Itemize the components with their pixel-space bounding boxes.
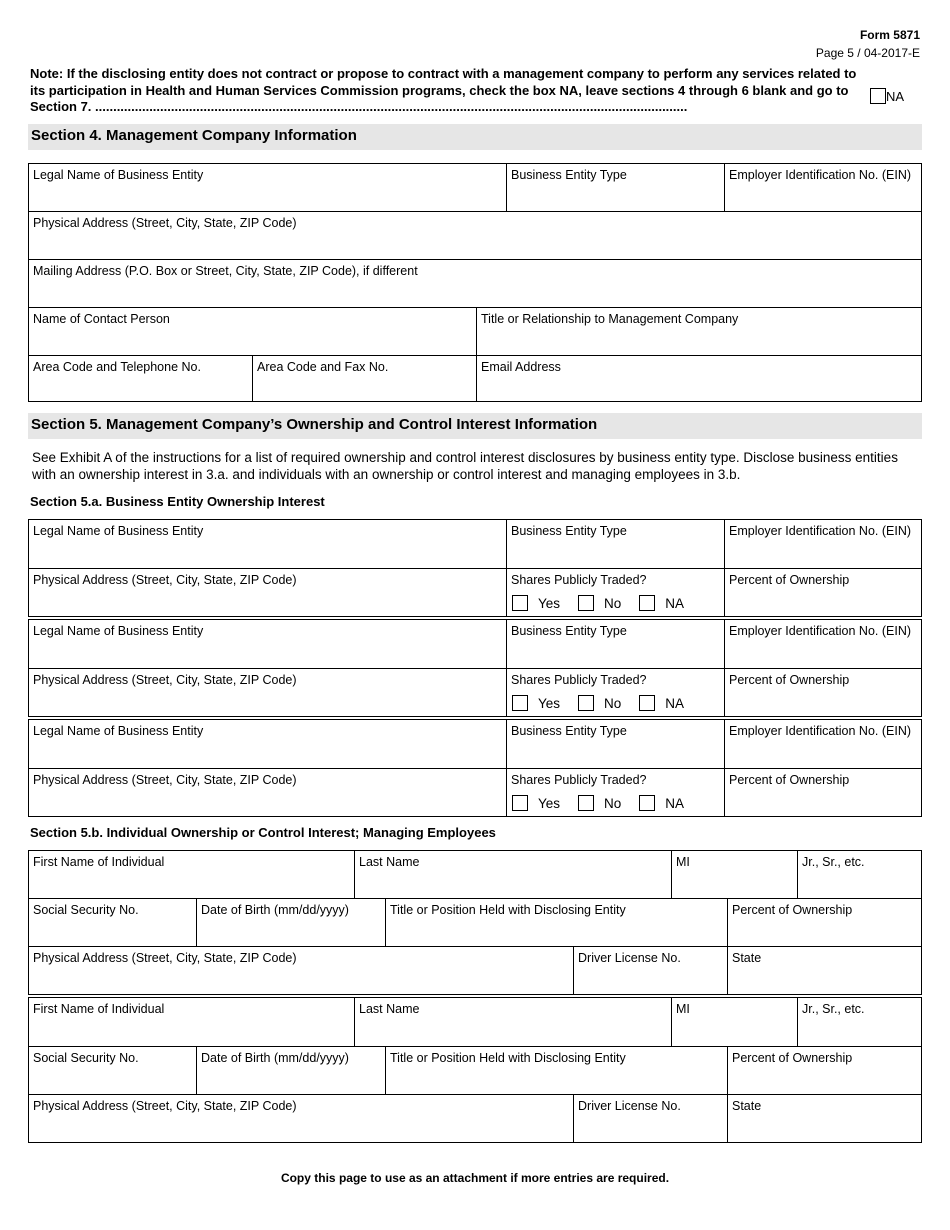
ein-field[interactable]: Employer Identification No. (EIN) bbox=[724, 164, 922, 212]
contact-person-field[interactable]: Name of Contact Person bbox=[29, 307, 476, 355]
ssn-field[interactable]: Social Security No. bbox=[29, 898, 196, 947]
na-checkbox[interactable] bbox=[639, 595, 655, 611]
section4-form bbox=[28, 163, 922, 402]
no-checkbox[interactable] bbox=[578, 795, 594, 811]
shares-na-option[interactable]: NA bbox=[639, 795, 684, 811]
individual-address-field[interactable]: Physical Address (Street, City, State, ZIP Code) bbox=[29, 1094, 573, 1143]
dob-field[interactable]: Date of Birth (mm/dd/yyyy) bbox=[196, 898, 385, 947]
yes-checkbox[interactable] bbox=[512, 695, 528, 711]
na-option[interactable] bbox=[870, 88, 904, 104]
shares-traded-field: Shares Publicly Traded? Yes No NA bbox=[506, 568, 724, 617]
footer-note: Copy this page to use as an attachment if more entries are required. bbox=[280, 1171, 670, 1185]
entity-ein-field[interactable]: Employer Identification No. (EIN) bbox=[724, 720, 922, 769]
form-number: Form 5871 bbox=[859, 28, 920, 42]
last-name-field[interactable]: Last Name bbox=[354, 851, 671, 899]
section5a-title: Section 5.a. Business Entity Ownership Interest bbox=[30, 494, 325, 509]
ssn-field[interactable]: Social Security No. bbox=[29, 1046, 196, 1095]
entity-group bbox=[28, 719, 922, 817]
shares-yes-option[interactable]: Yes bbox=[512, 595, 560, 611]
page-info: Page 5 / 04-2017-E bbox=[815, 46, 920, 60]
shares-yes-option[interactable]: Yes bbox=[512, 795, 560, 811]
entity-percent-field[interactable]: Percent of Ownership bbox=[724, 568, 922, 617]
entity-legal-name-field[interactable]: Legal Name of Business Entity bbox=[33, 624, 204, 638]
physical-address-field[interactable]: Physical Address (Street, City, State, ZIP Code) bbox=[29, 211, 922, 260]
fax-field[interactable]: Area Code and Fax No. bbox=[252, 355, 476, 402]
na-checkbox[interactable] bbox=[870, 88, 886, 104]
driver-license-field[interactable]: Driver License No. bbox=[573, 1094, 727, 1143]
na-checkbox[interactable] bbox=[639, 795, 655, 811]
entity-address-field[interactable]: Physical Address (Street, City, State, ZIP Code) bbox=[29, 568, 506, 617]
entity-type-field[interactable]: Business Entity Type bbox=[506, 520, 724, 569]
shares-no-option[interactable]: No bbox=[578, 595, 621, 611]
state-field[interactable]: State bbox=[727, 1094, 922, 1143]
suffix-field[interactable]: Jr., Sr., etc. bbox=[797, 851, 922, 899]
entity-type-field[interactable]: Business Entity Type bbox=[506, 720, 724, 769]
individual-percent-field[interactable]: Percent of Ownership bbox=[727, 898, 922, 947]
no-checkbox[interactable] bbox=[578, 695, 594, 711]
section4-title: Section 4. Management Company Information bbox=[28, 124, 922, 150]
shares-yes-option[interactable]: Yes bbox=[512, 695, 560, 711]
state-field[interactable]: State bbox=[727, 946, 922, 995]
individual-group bbox=[28, 997, 922, 1143]
individual-group bbox=[28, 850, 922, 995]
shares-traded-field: Shares Publicly Traded? Yes No NA bbox=[506, 668, 724, 717]
dob-field[interactable]: Date of Birth (mm/dd/yyyy) bbox=[196, 1046, 385, 1095]
entity-type-field[interactable]: Business Entity Type bbox=[506, 164, 724, 212]
entity-ein-field[interactable]: Employer Identification No. (EIN) bbox=[724, 620, 922, 669]
entity-percent-field[interactable]: Percent of Ownership bbox=[724, 668, 922, 717]
entity-address-field[interactable]: Physical Address (Street, City, State, ZIP Code) bbox=[29, 668, 506, 717]
yes-checkbox[interactable] bbox=[512, 595, 528, 611]
entity-group bbox=[28, 519, 922, 617]
shares-no-option[interactable]: No bbox=[578, 795, 621, 811]
title-relationship-field[interactable]: Title or Relationship to Management Company bbox=[476, 307, 922, 355]
entity-legal-name-field[interactable]: Legal Name of Business Entity bbox=[33, 724, 204, 738]
title-position-field[interactable]: Title or Position Held with Disclosing Entity bbox=[385, 898, 727, 947]
entity-group bbox=[28, 619, 922, 717]
last-name-field[interactable]: Last Name bbox=[354, 998, 671, 1047]
entity-type-field[interactable]: Business Entity Type bbox=[506, 620, 724, 669]
phone-field[interactable]: Area Code and Telephone No. bbox=[29, 355, 252, 402]
section5-description: See Exhibit A of the instructions for a list of required ownership and control interest disclosures by business entity type. Disclose business entities with an ownership interest in 3.a. and individuals with an ownership or control interest and managing employees in 3.b. bbox=[32, 450, 898, 482]
entity-percent-field[interactable]: Percent of Ownership bbox=[724, 768, 922, 817]
individual-address-field[interactable]: Physical Address (Street, City, State, ZIP Code) bbox=[29, 946, 573, 995]
individual-percent-field[interactable]: Percent of Ownership bbox=[727, 1046, 922, 1095]
section5-title: Section 5. Management Company’s Ownership and Control Interest Information bbox=[28, 413, 922, 439]
shares-traded-field: Shares Publicly Traded? Yes No NA bbox=[506, 768, 724, 817]
shares-na-option[interactable]: NA bbox=[639, 695, 684, 711]
first-name-field[interactable]: First Name of Individual bbox=[33, 1002, 165, 1016]
title-position-field[interactable]: Title or Position Held with Disclosing Entity bbox=[385, 1046, 727, 1095]
suffix-field[interactable]: Jr., Sr., etc. bbox=[797, 998, 922, 1047]
na-checkbox[interactable] bbox=[639, 695, 655, 711]
driver-license-field[interactable]: Driver License No. bbox=[573, 946, 727, 995]
section5b-title: Section 5.b. Individual Ownership or Control Interest; Managing Employees bbox=[30, 825, 496, 840]
na-label: NA bbox=[886, 88, 905, 104]
shares-na-option[interactable]: NA bbox=[639, 595, 684, 611]
shares-no-option[interactable]: No bbox=[578, 695, 621, 711]
legal-name-field[interactable]: Legal Name of Business Entity bbox=[33, 168, 204, 182]
email-field[interactable]: Email Address bbox=[476, 355, 922, 402]
mi-field[interactable]: MI bbox=[671, 851, 797, 899]
yes-checkbox[interactable] bbox=[512, 795, 528, 811]
entity-legal-name-field[interactable]: Legal Name of Business Entity bbox=[33, 524, 204, 538]
first-name-field[interactable]: First Name of Individual bbox=[33, 855, 165, 869]
entity-address-field[interactable]: Physical Address (Street, City, State, ZIP Code) bbox=[29, 768, 506, 817]
mailing-address-field[interactable]: Mailing Address (P.O. Box or Street, City, State, ZIP Code), if different bbox=[29, 259, 922, 308]
entity-ein-field[interactable]: Employer Identification No. (EIN) bbox=[724, 520, 922, 569]
no-checkbox[interactable] bbox=[578, 595, 594, 611]
mi-field[interactable]: MI bbox=[671, 998, 797, 1047]
na-note: Note: If the disclosing entity does not contract or propose to contract with a management company to perform any services related to its participation in Health and Human Services Commission programs, check the box NA, leave sections 4 through 6 blank and go to Section 7. .................................................................................................................................................................... bbox=[30, 66, 857, 114]
